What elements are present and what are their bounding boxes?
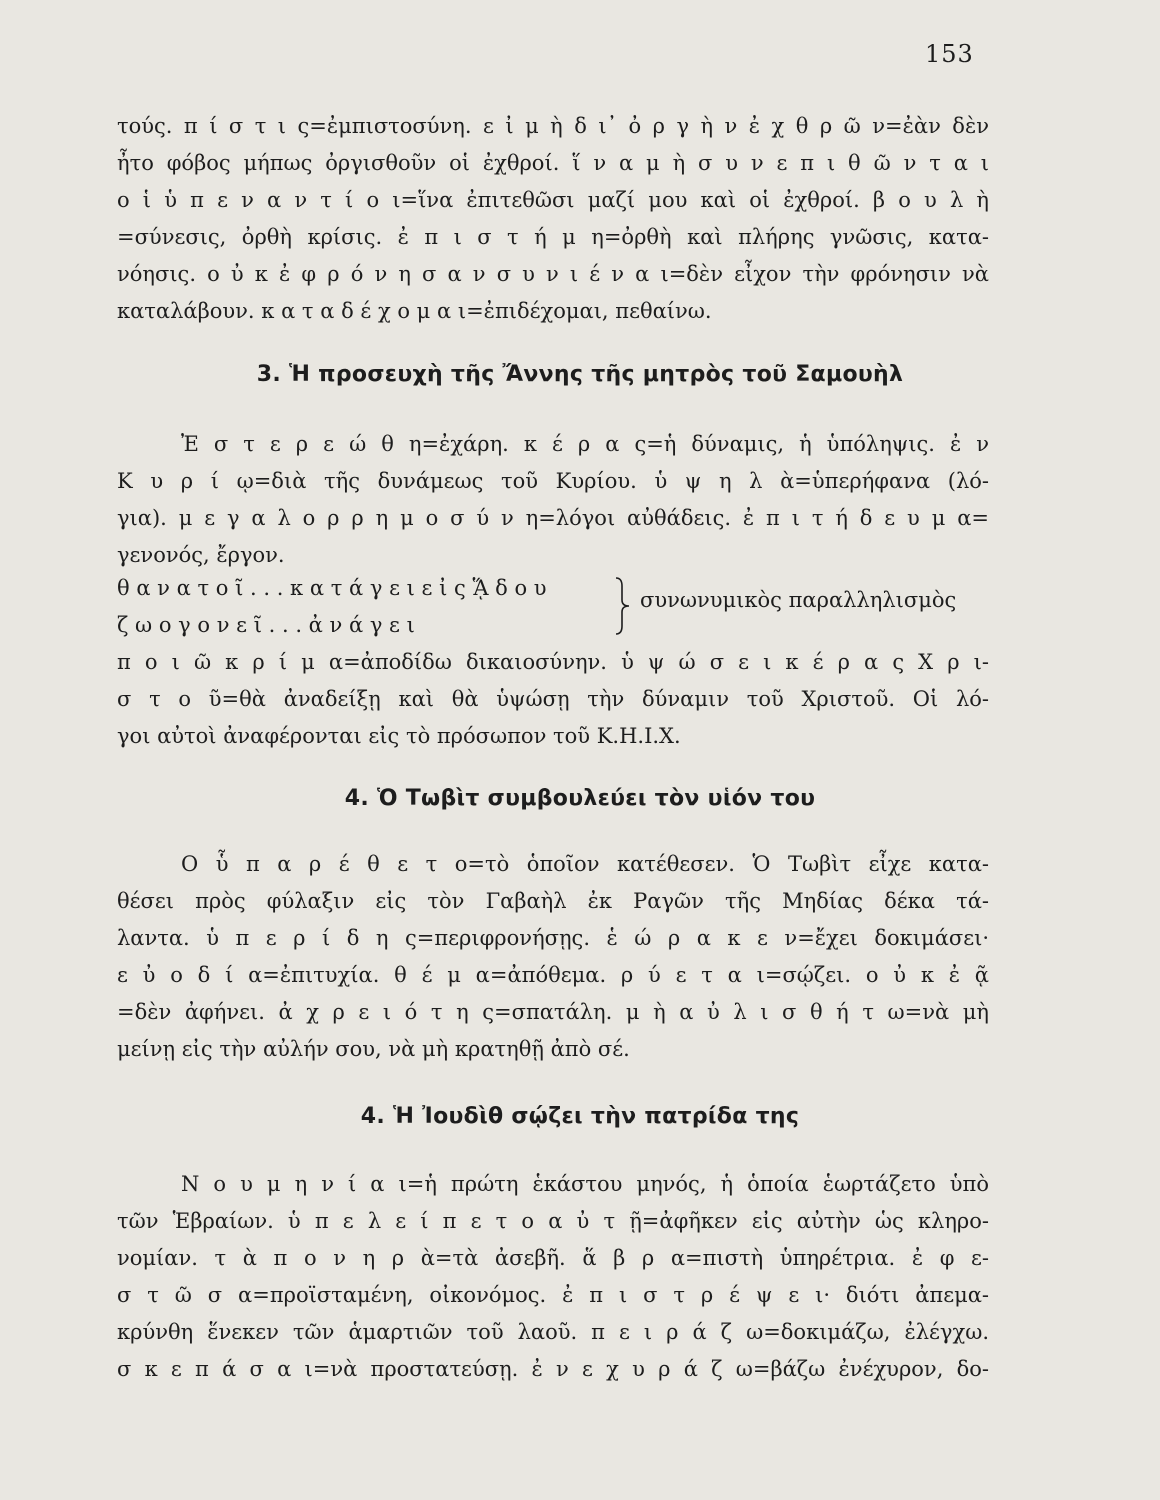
text-line: τῶν Ἑβραίων. ὑ π ε λ ε ί π ε τ ο α ὐ τ ῇ=ἀφῆκεν εἰς αὐτὴν ὡς κληρο- xyxy=(117,1209,989,1233)
text-line: κρύνθη ἕνεκεν τῶν ἁμαρτιῶν τοῦ λαοῦ. π ε ι ρ ά ζ ω=δοκιμάζω, ἐλέγχω. xyxy=(117,1320,989,1344)
text-line: =δὲν ἀφήνει. ἀ χ ρ ε ι ό τ η ς=σπατάλη. μ ὴ α ὐ λ ι σ θ ή τ ω=νὰ μὴ xyxy=(117,1000,989,1024)
text-line: Ο ὗ π α ρ έ θ ε τ ο=τὸ ὁποῖον κατέθεσεν. Ὁ Τωβὶτ εἶχε κατα- xyxy=(181,852,989,876)
text-line: σ κ ε π ά σ α ι=νὰ προστατεύσῃ. ἐ ν ε χ υ ρ ά ζ ω=βάζω ἐνέχυρον, δο- xyxy=(117,1357,989,1381)
section-3-paragraph-a xyxy=(117,426,989,574)
text-line: θέσει πρὸς φύλαξιν εἰς τὸν Γαβαὴλ ἐκ Ραγῶν τῆς Μηδίας δέκα τά- xyxy=(117,889,989,913)
text-line: Ν ο υ μ η ν ί α ι=ἡ πρώτη ἑκάστου μηνός, ἡ ὁποία ἑωρτάζετο ὑπὸ xyxy=(181,1172,989,1196)
text-line: ε ὐ ο δ ί α=ἐπιτυχία. θ έ μ α=ἀπόθεμα. ρ ύ ε τ α ι=σῴζει. ο ὐ κ ἐ ᾷ xyxy=(117,963,989,987)
text-line: σ τ ο ῦ=θὰ ἀναδείξῃ καὶ θὰ ὑψώσῃ τὴν δύναμιν τοῦ Χριστοῦ. Οἱ λό- xyxy=(117,687,989,711)
text-line: τούς. π ί σ τ ι ς=ἐμπιστοσύνη. ε ἰ μ ὴ δ ι᾽ ὀ ρ γ ὴ ν ἐ χ θ ρ ῶ ν=ἐὰν δὲν xyxy=(117,114,989,138)
text-line: Ἐ σ τ ε ρ ε ώ θ η=ἐχάρη. κ έ ρ α ς=ἡ δύναμις, ἡ ὑπόληψις. ἐ ν xyxy=(181,432,989,456)
text-line: λαντα. ὑ π ε ρ ί δ η ς=περιφρονήσῃς. ἑ ώ ρ α κ ε ν=ἔχει δοκιμάσει· xyxy=(117,926,989,950)
section-4b-paragraph xyxy=(117,1166,989,1388)
text-line: =σύνεσις, ὀρθὴ κρίσις. ἐ π ι σ τ ή μ η=ὀρθὴ καὶ πλήρης γνῶσις, κατα- xyxy=(117,225,989,249)
text-line: ἦτο φόβος μήπως ὀργισθοῦν οἱ ἐχθροί. ἵ ν α μ ὴ σ υ ν ε π ι θ ῶ ν τ α ι xyxy=(117,151,989,175)
text-line: σ τ ῶ σ α=προϊσταμένη, οἰκονόμος. ἐ π ι σ τ ρ έ ψ ε ι· διότι ἀπεμα- xyxy=(117,1283,989,1307)
text-line: για). μ ε γ α λ ο ρ ρ η μ ο σ ύ ν η=λόγοι αὐθάδεις. ἐ π ι τ ή δ ε υ μ α= xyxy=(117,506,989,530)
brace-label: συνωνυμικὸς παραλληλισμὸς xyxy=(640,588,957,612)
text-line: ζ ω ο γ ο ν ε ῖ . . . ἀ ν ά γ ε ι xyxy=(117,613,415,637)
text-line: νόησις. ο ὐ κ ἐ φ ρ ό ν η σ α ν σ υ ν ι έ ν α ι=δὲν εἶχον τὴν φρόνησιν νὰ xyxy=(117,262,989,286)
text-line: θ α ν α τ ο ῖ . . . κ α τ ά γ ε ι ε ἰ ς ᾍ δ ο υ xyxy=(117,576,547,600)
section-3-heading: 3. Ἡ προσευχὴ τῆς Ἄννης τῆς μητρὸς τοῦ Σαμουὴλ xyxy=(256,362,904,387)
brace-lines xyxy=(117,570,547,644)
section-4b-heading: 4. Ἡ Ἰουδὶθ σῴζει τὴν πατρίδα της xyxy=(360,1104,800,1129)
text-line: μείνῃ εἰς τὴν αὐλήν σου, νὰ μὴ κρατηθῇ ἀπὸ σέ. xyxy=(117,1037,630,1061)
text-line: νομίαν. τ ὰ π ο ν η ρ ὰ=τὰ ἀσεβῆ. ἅ β ρ α=πιστὴ ὑπηρέτρια. ἐ φ ε- xyxy=(117,1246,989,1270)
section-4a-heading: 4. Ὁ Τωβὶτ συμβουλεύει τὸν υἱόν του xyxy=(344,786,816,811)
text-line: γοι αὐτοὶ ἀναφέρονται εἰς τὸ πρόσωπον τοῦ Κ.Η.Ι.Χ. xyxy=(117,724,681,748)
page-number: 153 xyxy=(925,40,974,68)
text-line: ο ἱ ὑ π ε ν α ν τ ί ο ι=ἵνα ἐπιτεθῶσι μαζί μου καὶ οἱ ἐχθροί. β ο υ λ ὴ xyxy=(117,188,989,212)
curly-brace-icon xyxy=(612,576,632,636)
section-3-paragraph-b xyxy=(117,644,989,755)
text-line: γενονός, ἔργον. xyxy=(117,543,285,567)
parallelism-brace-block xyxy=(117,570,997,644)
text-line: καταλάβουν. κ α τ α δ έ χ ο μ α ι=ἐπιδέχομαι, πεθαίνω. xyxy=(117,299,712,323)
intro-paragraph xyxy=(117,108,989,330)
text-line: π ο ι ῶ κ ρ ί μ α=ἀποδίδω δικαιοσύνην. ὑ ψ ώ σ ε ι κ έ ρ α ς Χ ρ ι- xyxy=(117,650,989,674)
text-line: Κ υ ρ ί ῳ=διὰ τῆς δυνάμεως τοῦ Κυρίου. ὑ ψ η λ ὰ=ὑπερήφανα (λό- xyxy=(117,469,989,493)
section-4a-paragraph xyxy=(117,846,989,1068)
